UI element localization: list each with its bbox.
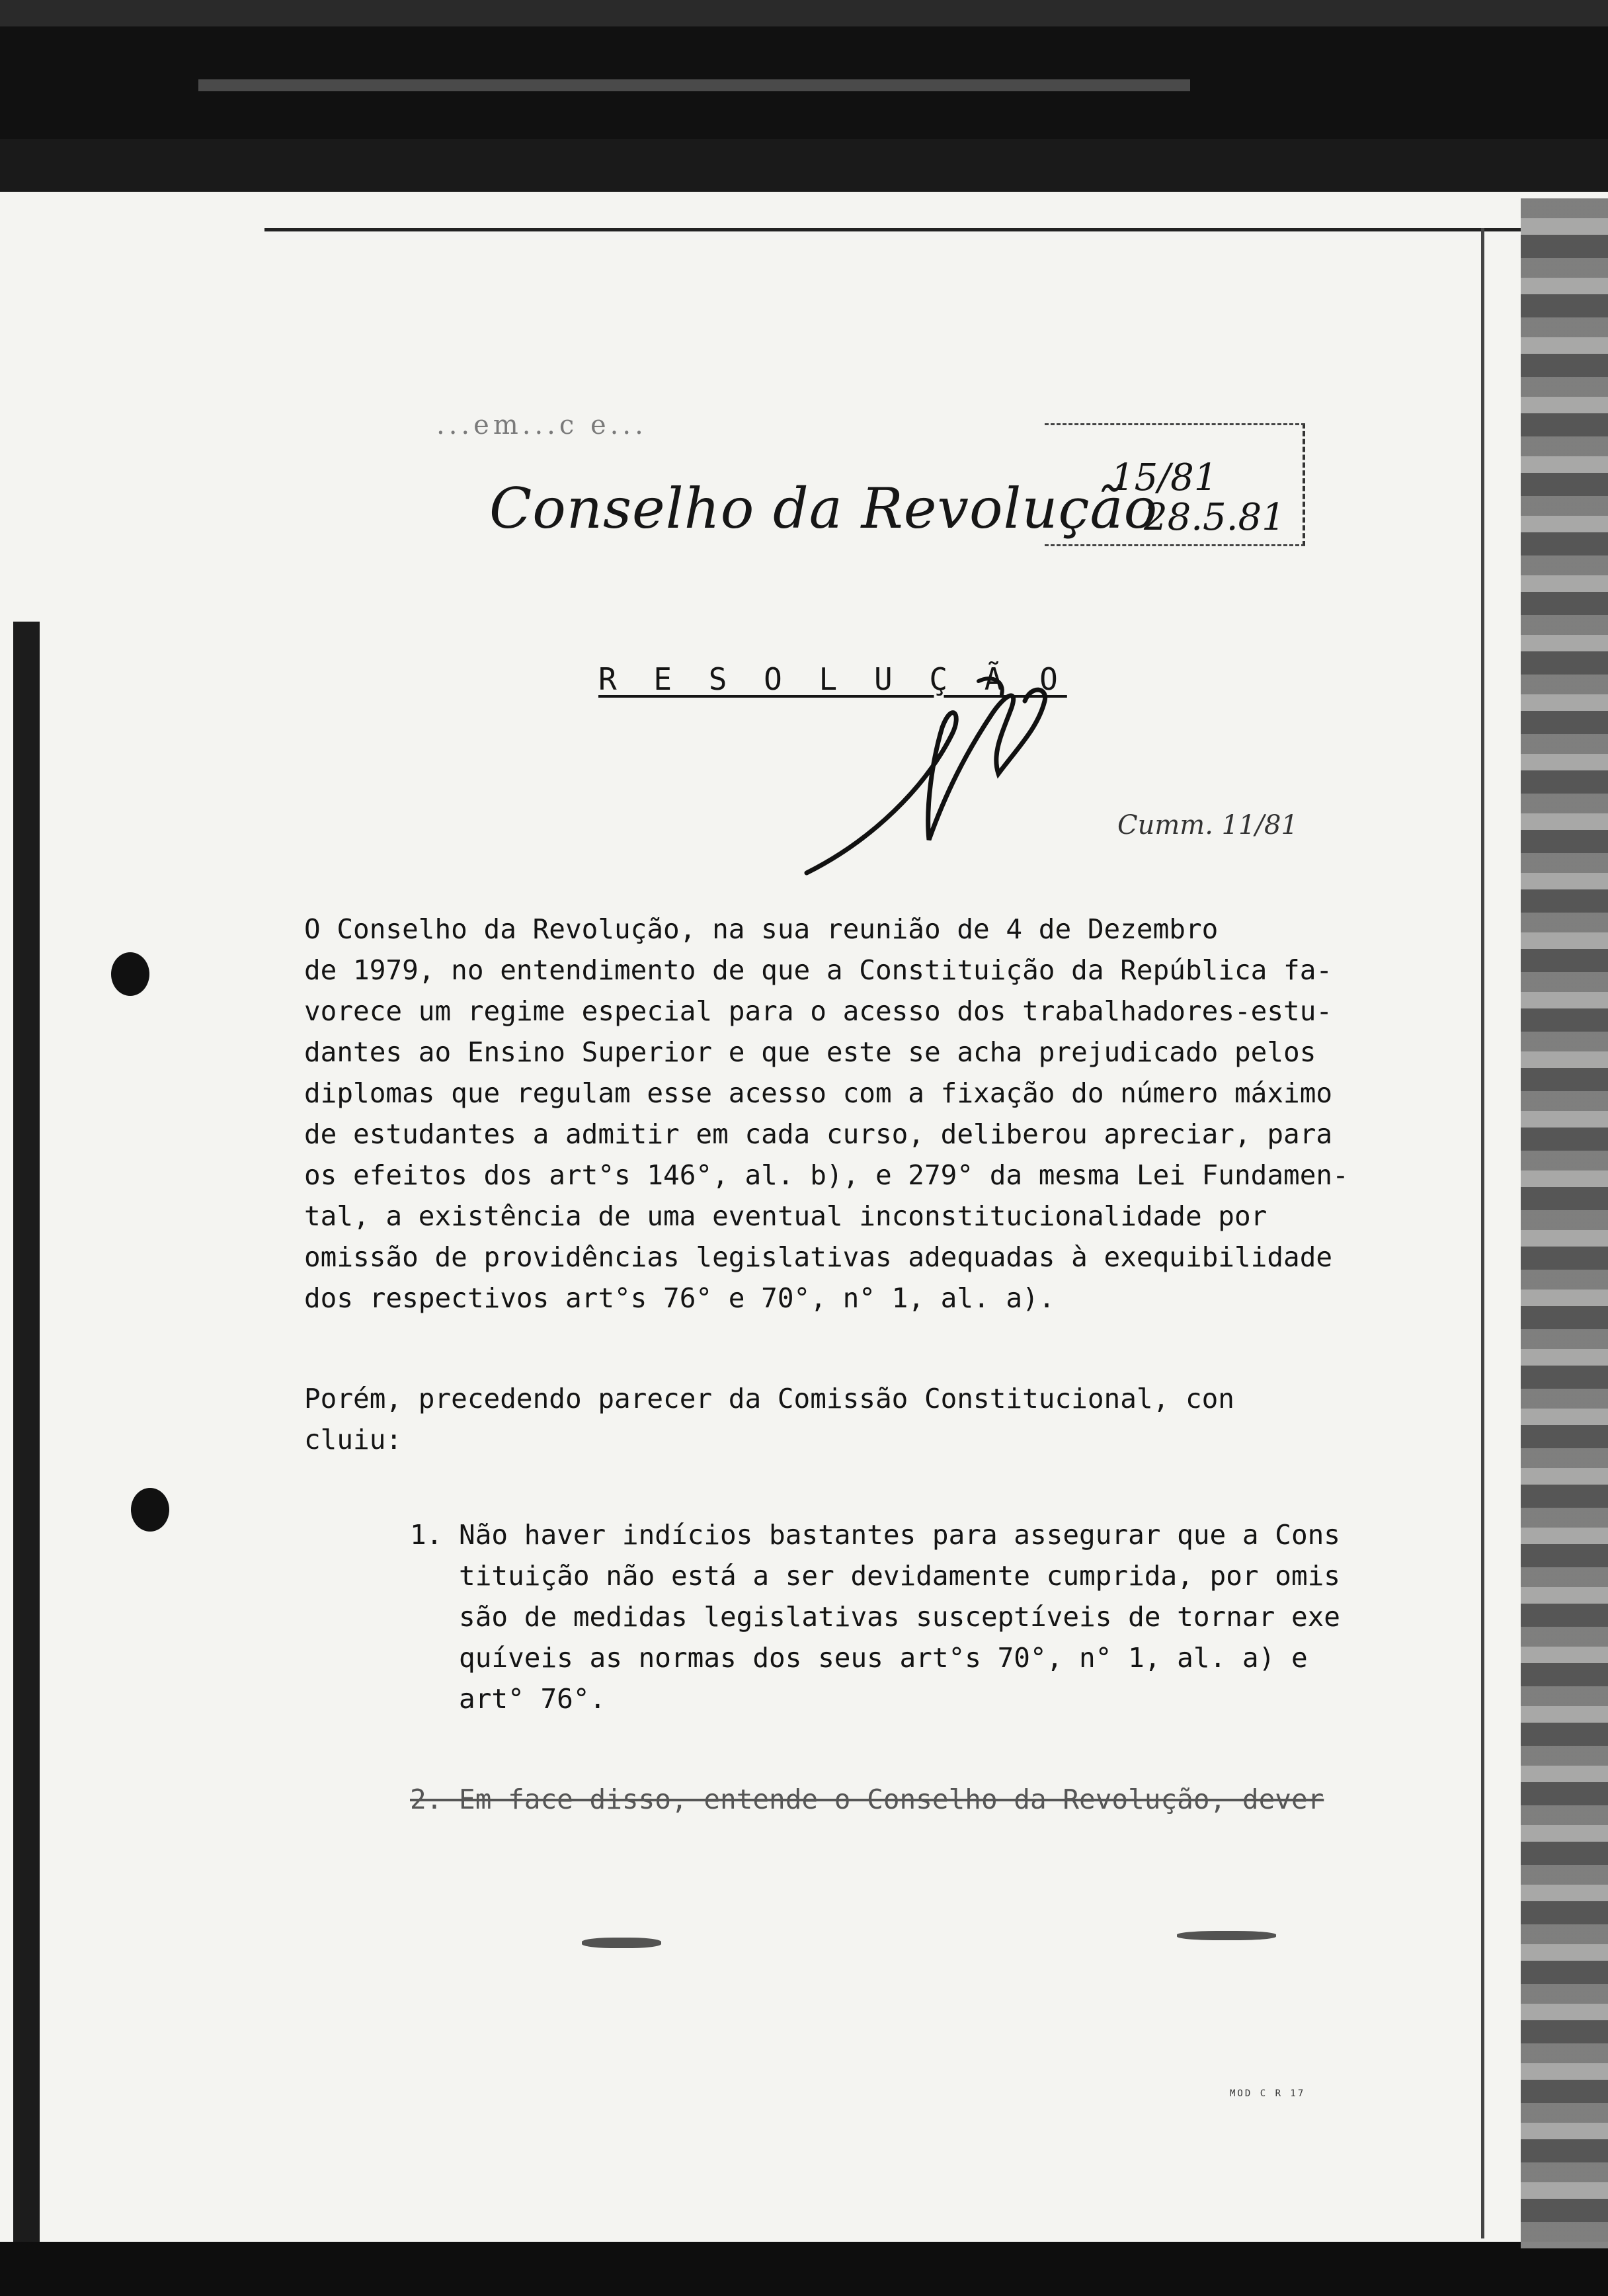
scan-band-streak — [198, 79, 1190, 91]
page-edge-top — [264, 228, 1521, 231]
punch-hole-icon — [111, 952, 149, 996]
faded-header-mark: ...em...c e... — [436, 410, 647, 440]
scan-band-right — [1521, 198, 1608, 2248]
paragraph-conclusion: Porém, precedendo parecer da Comissão Constitucional, con cluiu: — [304, 1383, 1234, 1456]
ink-smudge — [582, 1938, 661, 1948]
scan-band-left — [13, 622, 40, 2242]
handwritten-annotation: Cumm. 11/81 — [1117, 810, 1298, 840]
reference-date: 28.5.81 — [1144, 496, 1285, 539]
list-item: 1. Não haver indícios bastantes para assegurar que a Cons tituição não está a ser devidamente cumprida, por omis são de medidas legislativas susceptíveis de tornar exe quíveis as normas dos seus art°s 70°, n° 1, al. a) e art° 76°. — [410, 1519, 1340, 1715]
punch-hole-icon — [131, 1488, 169, 1532]
page-edge-right — [1481, 228, 1484, 2238]
ink-smudge — [1177, 1931, 1276, 1940]
list-item: 2. Em face disso, entende o Conselho da Revolução, dever — [410, 1784, 1324, 1815]
reference-number: 15/81 — [1111, 456, 1218, 499]
signature-icon — [793, 675, 1071, 893]
scan-band-bottom — [0, 2242, 1608, 2296]
document-title: R E S O L U Ç Ã O — [598, 661, 1067, 697]
scan-band-top — [0, 0, 1608, 26]
scan-band-top-lower — [0, 139, 1608, 192]
form-code: MOD C R 17 — [1230, 2088, 1306, 2099]
paragraph-intro: O Conselho da Revolução, na sua reunião de 4 de Dezembro de 1979, no entendimento de que a Constituição da República fa- vorece um regime especial para o acesso dos trabalhadores-estu- dantes ao Ensino Superior e que este se acha prejudicado pelos diplomas que regulam esse acesso com a fixação do número máximo de estudantes a admitir em cada curso, deliberou apreciar, para os efeitos dos art°s 146°, al. b), e 279° da mesma Lei Fundamen- tal, a existência de uma eventual inconstitucionalidade por omissão de providências legislativas adequadas à exequibilidade dos respectivos art°s 76° e 70°, n° 1, al. a). — [304, 913, 1349, 1314]
institution-name: Conselho da Revolução — [489, 476, 1158, 541]
